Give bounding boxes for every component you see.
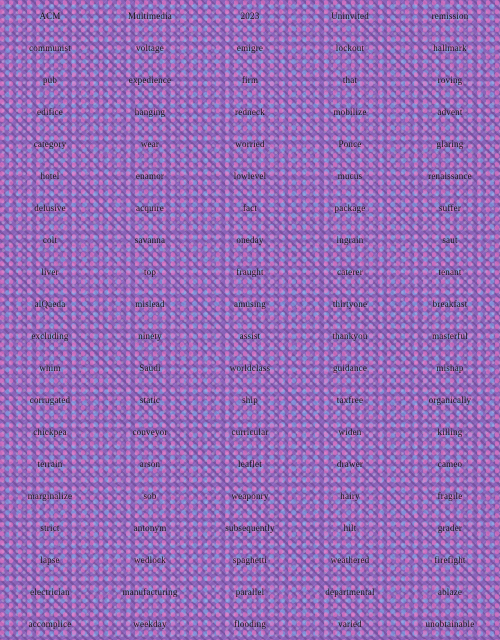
word-cell: Ponce <box>338 139 362 149</box>
word-cell: ninety <box>138 331 162 341</box>
word-cell: wear <box>140 139 160 149</box>
word-cell: fragile <box>437 491 463 501</box>
word-cell: chickpea <box>33 427 67 437</box>
word-cell: delusive <box>34 203 66 213</box>
word-cell: ship <box>242 395 258 405</box>
word-cell: curricular <box>231 427 269 437</box>
word-cell: ablaze <box>437 587 463 597</box>
word-cell: hairy <box>340 491 360 501</box>
word-cell: remission <box>431 11 469 21</box>
word-cell: that <box>342 75 358 85</box>
word-cell: hallmark <box>433 43 467 53</box>
word-cell: breakfast <box>432 299 468 309</box>
word-cell: antonym <box>133 523 167 533</box>
word-cell: communist <box>29 43 71 53</box>
word-cell: category <box>33 139 67 149</box>
word-cell: cameo <box>437 459 463 469</box>
word-cell: fact <box>242 203 258 213</box>
word-cell: Saudi <box>139 363 161 373</box>
word-cell: mobilize <box>333 107 367 117</box>
word-cell: masterful <box>432 331 468 341</box>
word-cell: sob <box>143 491 157 501</box>
word-cell: Multimedia <box>128 11 172 21</box>
word-cell: static <box>139 395 161 405</box>
word-cell: assist <box>239 331 261 341</box>
word-cell: enamor <box>135 171 165 181</box>
word-cell: varied <box>338 619 362 629</box>
word-cell: unobtainable <box>425 619 475 629</box>
word-cell: strict <box>40 523 60 533</box>
word-cell: expedience <box>128 75 172 85</box>
word-cell: caterer <box>337 267 363 277</box>
word-cell: leaflet <box>238 459 262 469</box>
word-cell: guidance <box>332 363 368 373</box>
word-cell: electrician <box>30 587 70 597</box>
word-cell: suffer <box>438 203 462 213</box>
word-cell: manufacturing <box>122 587 178 597</box>
word-cell: weathered <box>330 555 370 565</box>
word-cell: mishap <box>436 363 464 373</box>
word-cell: terrain <box>37 459 63 469</box>
word-cell: thankyou <box>332 331 368 341</box>
word-cell: oneday <box>236 235 264 245</box>
word-cell: liver <box>41 267 59 277</box>
word-cell: worldclass <box>229 363 271 373</box>
word-cell: worried <box>235 139 265 149</box>
word-cell: lapse <box>40 555 60 565</box>
word-cell: package <box>334 203 366 213</box>
word-cell: roving <box>437 75 463 85</box>
word-cell: widen <box>338 427 362 437</box>
word-cell: tenant <box>438 267 462 277</box>
word-cell: firefight <box>434 555 466 565</box>
word-cell: taxfree <box>336 395 364 405</box>
word-cell: organically <box>428 395 472 405</box>
word-cell: drawer <box>336 459 364 469</box>
word-cell: departmental <box>325 587 375 597</box>
word-cell: savanna <box>134 235 166 245</box>
word-cell: 2023 <box>240 11 260 21</box>
word-cell: colt <box>42 235 58 245</box>
word-cell: parallel <box>235 587 265 597</box>
word-cell: emigre <box>236 43 264 53</box>
word-cell: weaponry <box>231 491 269 501</box>
word-cell: accomplice <box>28 619 72 629</box>
word-cell: alQaeda <box>34 299 66 309</box>
word-cell: firm <box>241 75 259 85</box>
word-cell: whim <box>39 363 61 373</box>
word-cell: mislead <box>135 299 165 309</box>
word-cell: voltage <box>136 43 164 53</box>
word-cell: flooding <box>233 619 267 629</box>
word-cell: corrugated <box>29 395 71 405</box>
word-cell: lockout <box>335 43 365 53</box>
word-cell: conveyor <box>132 427 168 437</box>
word-cell: redneck <box>235 107 265 117</box>
word-cell: lowlevel <box>233 171 267 181</box>
word-cell: edifice <box>37 107 63 117</box>
word-cell: excluding <box>31 331 69 341</box>
word-cell: ACM <box>39 11 61 21</box>
word-cell: weekday <box>133 619 167 629</box>
word-cell: wedlock <box>134 555 166 565</box>
word-cell: fraught <box>236 267 264 277</box>
word-cell: pub <box>42 75 58 85</box>
word-cell: hotel <box>40 171 60 181</box>
word-cell: subsequently <box>225 523 275 533</box>
word-cell: ingrain <box>336 235 364 245</box>
word-cell: marginalize <box>27 491 73 501</box>
word-cell: glaring <box>436 139 464 149</box>
word-cell: arson <box>139 459 161 469</box>
word-cell: killing <box>437 427 463 437</box>
word-cell: renaissance <box>428 171 472 181</box>
word-cell: saut <box>442 235 458 245</box>
word-cell: top <box>143 267 157 277</box>
word-cell: thirtyone <box>332 299 368 309</box>
word-cell: mucus <box>337 171 363 181</box>
word-cell: grader <box>437 523 463 533</box>
word-cell: hilt <box>343 523 357 533</box>
word-cell: advent <box>437 107 463 117</box>
word-cell: Uninvited <box>331 11 369 21</box>
word-cell: acquire <box>136 203 164 213</box>
word-cell: hanging <box>134 107 166 117</box>
word-cell: amusing <box>234 299 266 309</box>
word-cell: spaghetti <box>232 555 268 565</box>
